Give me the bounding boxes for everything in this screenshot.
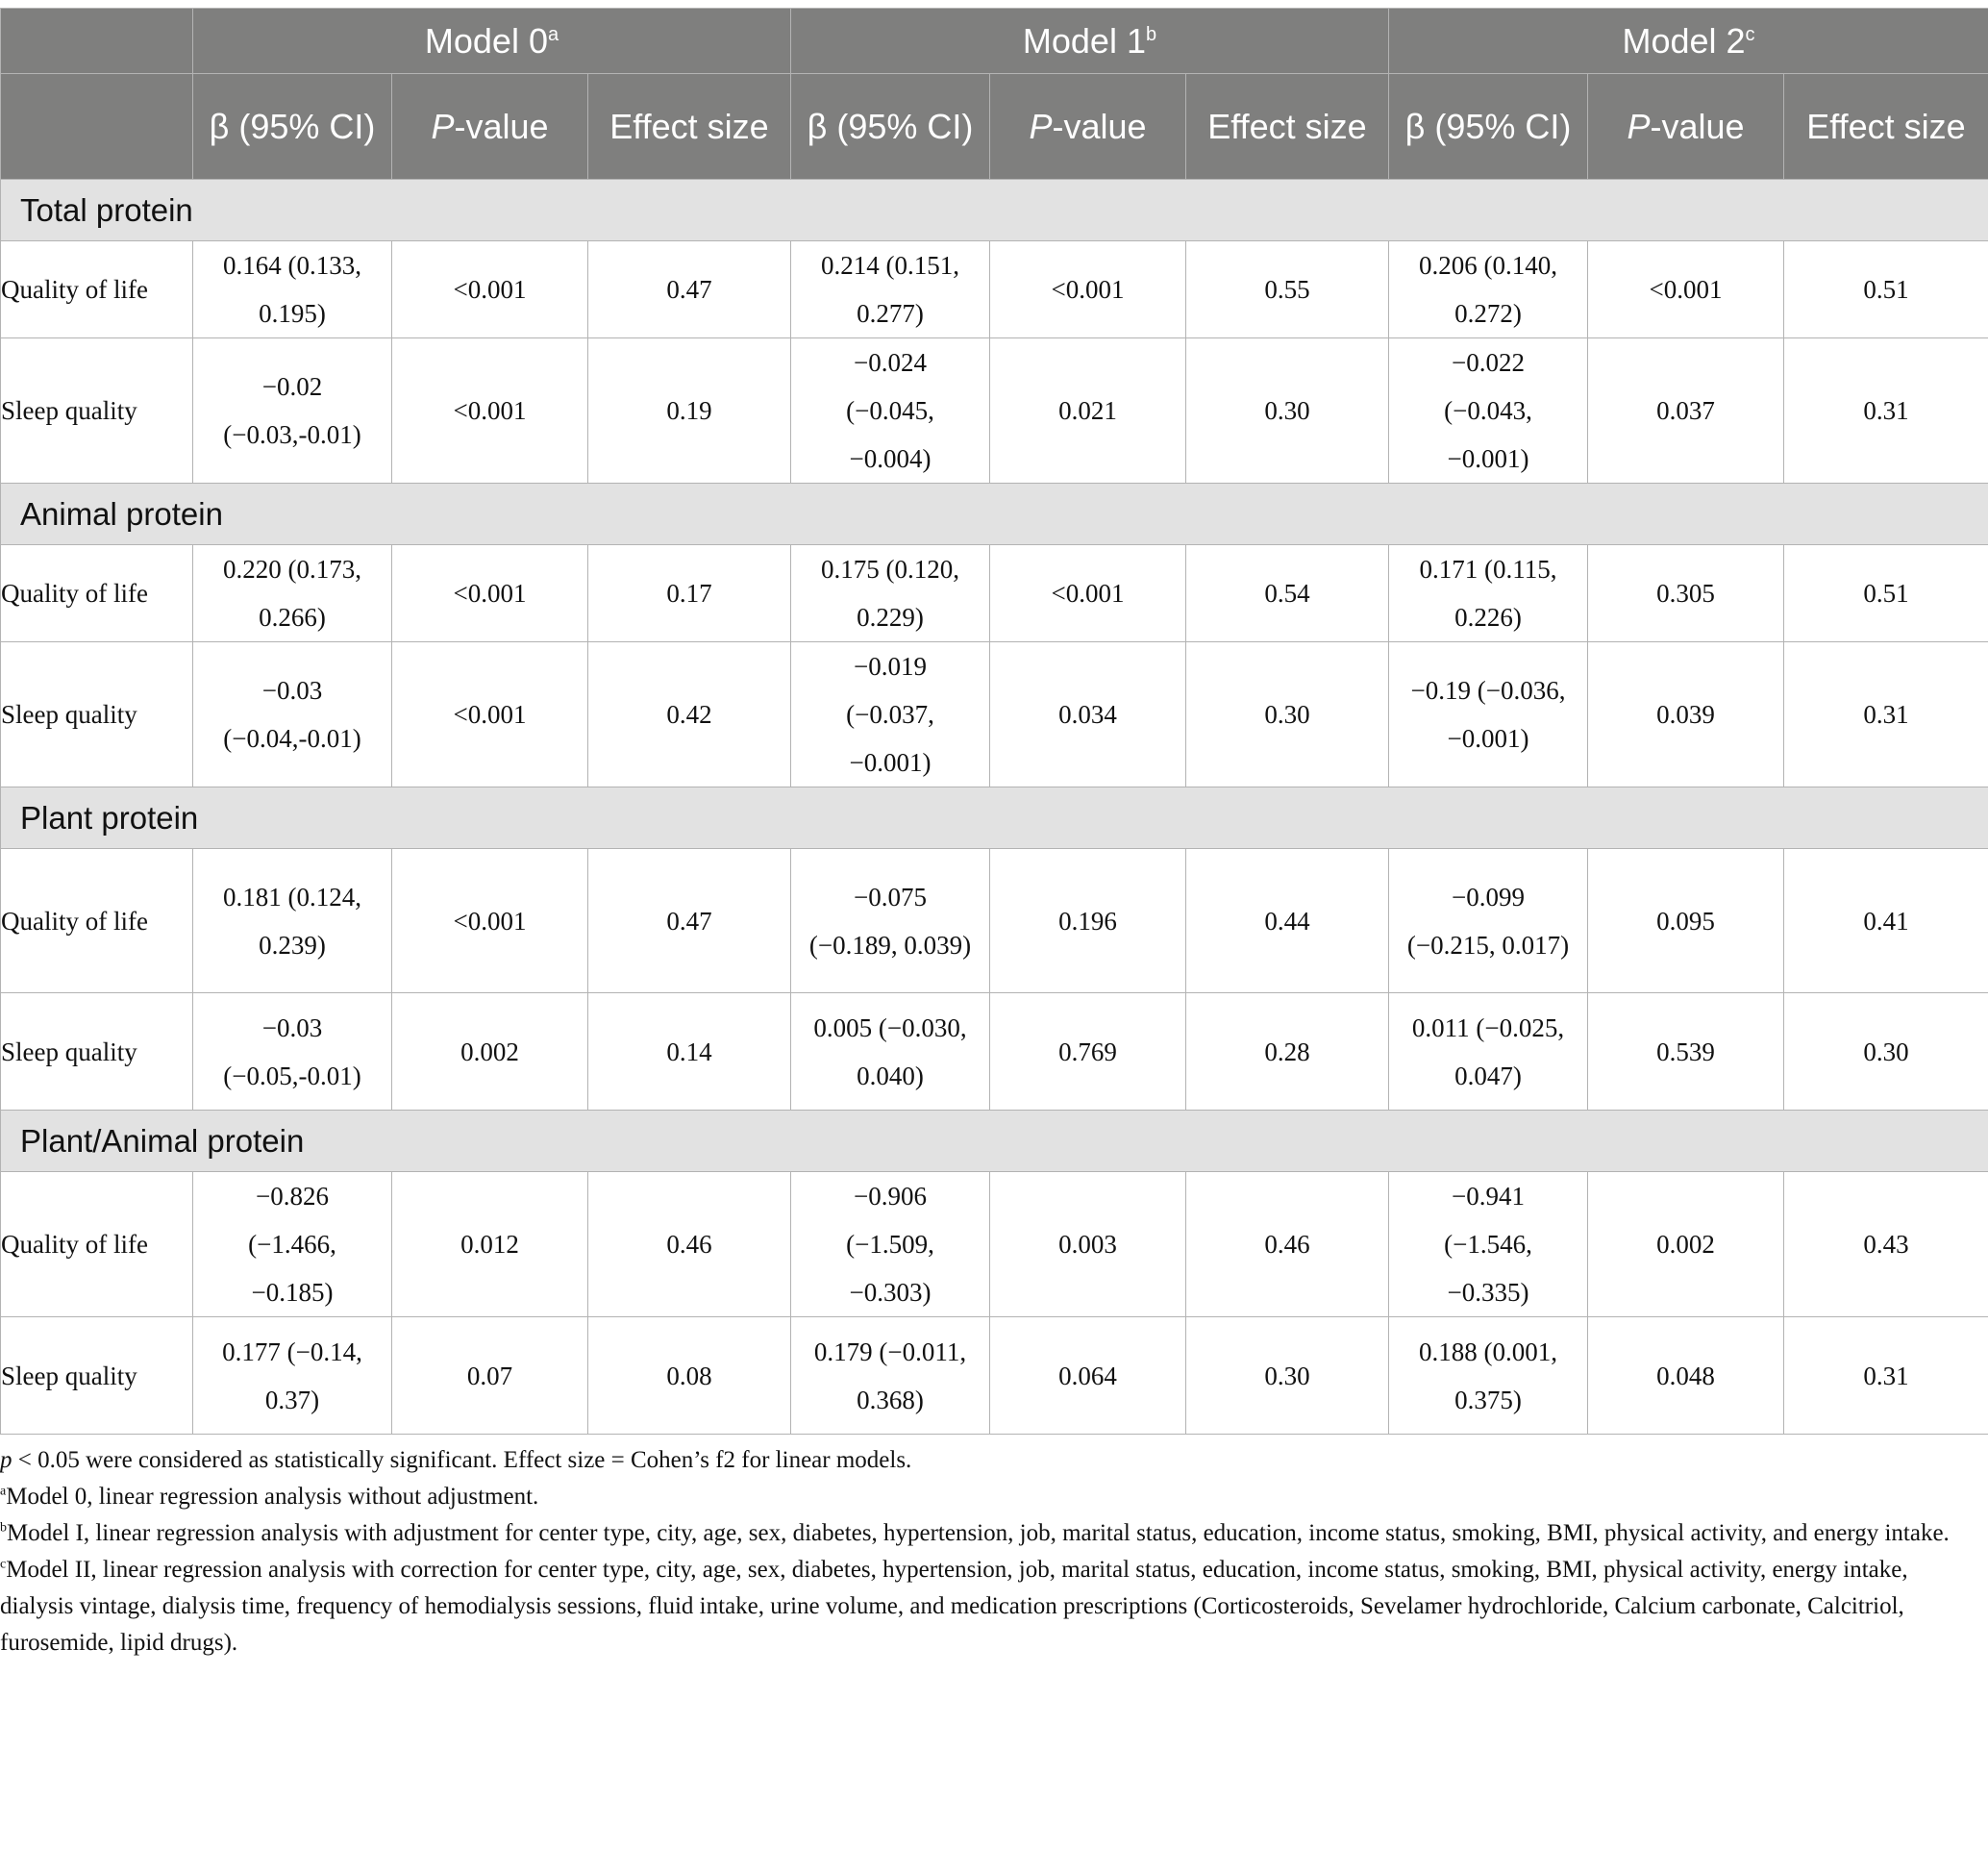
beta-ci-cell: −0.03 (−0.05,-0.01)	[193, 993, 392, 1111]
table-row	[1, 241, 1988, 338]
beta-ci-cell: −0.03 (−0.04,-0.01)	[193, 642, 392, 787]
section-row	[1, 787, 1988, 849]
beta-ci-cell: 0.175 (0.120, 0.229)	[791, 545, 990, 642]
table-body	[1, 180, 1988, 1435]
footnote-b: $^b$Model I, linear regression analysis with adjustment for center type, city, age, sex, diabetes, hypertension, job, marital status, education, income status, smoking, BMI, physical activity, and energy intake.	[0, 1520, 1950, 1546]
effect-size-cell: 0.44	[1186, 849, 1389, 993]
effect-size-cell: 0.14	[588, 993, 791, 1111]
beta-ci-cell: 0.206 (0.140, 0.272)	[1389, 241, 1588, 338]
effect-size-cell: 0.46	[1186, 1172, 1389, 1317]
p-value-cell: 0.002	[392, 993, 588, 1111]
table-row	[1, 545, 1988, 642]
section-row	[1, 180, 1988, 241]
effect-size-cell: 0.08	[588, 1317, 791, 1435]
p-value-cell: 0.012	[392, 1172, 588, 1317]
section-title: Animal protein	[1, 484, 1988, 545]
effect-size-cell: 0.28	[1186, 993, 1389, 1111]
beta-ci-header: β (95% CI)	[193, 74, 392, 180]
table-row	[1, 338, 1988, 484]
beta-ci-cell: 0.005 (−0.030, 0.040)	[791, 993, 990, 1111]
effect-size-header: Effect size	[1186, 74, 1389, 180]
p-value-cell: <0.001	[392, 849, 588, 993]
p-value-cell: 0.034	[990, 642, 1186, 787]
effect-size-cell: 0.51	[1784, 545, 1988, 642]
p-value-cell: <0.001	[392, 642, 588, 787]
table-row	[1, 849, 1988, 993]
row-label: Sleep quality	[1, 338, 193, 484]
beta-ci-cell: −0.941 (−1.546, −0.335)	[1389, 1172, 1588, 1317]
effect-size-cell: 0.47	[588, 849, 791, 993]
footnote-significance: p < 0.05 were considered as statistically significant. Effect size = Cohen’s f2 for linear models.	[0, 1447, 912, 1473]
footnote-c: $^c$Model II, linear regression analysis with correction for center type, city, age, sex, diabetes, hypertension, job, marital status, education, income status, smoking, BMI, physical activity, energy intake, dialysis vintage, dialysis time, frequency of hemodialysis sessions, fluid intake, urine volume, and medication prescriptions (Corticosteroids, Sevelamer hydrochloride, Calcium carbonate, Calcitriol, furosemide, lipid drugs).	[0, 1557, 1908, 1656]
table-row	[1, 642, 1988, 787]
p-value-cell: 0.196	[990, 849, 1186, 993]
p-value-cell: 0.039	[1588, 642, 1784, 787]
beta-ci-cell: −0.099 (−0.215, 0.017)	[1389, 849, 1588, 993]
table-row	[1, 1172, 1988, 1317]
effect-size-cell: 0.30	[1186, 642, 1389, 787]
effect-size-cell: 0.30	[1186, 338, 1389, 484]
table-row	[1, 1317, 1988, 1435]
beta-ci-cell: 0.220 (0.173, 0.266)	[193, 545, 392, 642]
footnote-a: $^a$Model 0, linear regression analysis without adjustment.	[0, 1484, 539, 1510]
section-title: Plant/Animal protein	[1, 1111, 1988, 1172]
section-row	[1, 1111, 1988, 1172]
effect-size-cell: 0.46	[588, 1172, 791, 1317]
table-row	[1, 993, 1988, 1111]
p-value-header: P-value	[392, 74, 588, 180]
effect-size-cell: 0.51	[1784, 241, 1988, 338]
beta-ci-header: β (95% CI)	[1389, 74, 1588, 180]
p-value-header: P-value	[990, 74, 1186, 180]
p-value-cell: <0.001	[1588, 241, 1784, 338]
effect-size-cell: 0.43	[1784, 1172, 1988, 1317]
effect-size-cell: 0.42	[588, 642, 791, 787]
beta-ci-cell: 0.179 (−0.011, 0.368)	[791, 1317, 990, 1435]
p-value-cell: 0.305	[1588, 545, 1784, 642]
p-value-cell: <0.001	[990, 545, 1186, 642]
beta-ci-cell: −0.906 (−1.509, −0.303)	[791, 1172, 990, 1317]
beta-ci-cell: −0.826 (−1.466, −0.185)	[193, 1172, 392, 1317]
p-value-cell: 0.064	[990, 1317, 1186, 1435]
section-row	[1, 484, 1988, 545]
column-header-row	[1, 74, 1988, 180]
effect-size-header: Effect size	[588, 74, 791, 180]
model-header-row	[1, 9, 1988, 74]
row-label: Quality of life	[1, 545, 193, 642]
p-value-cell: 0.539	[1588, 993, 1784, 1111]
beta-ci-cell: −0.02 (−0.03,-0.01)	[193, 338, 392, 484]
effect-size-cell: 0.31	[1784, 1317, 1988, 1435]
row-label: Quality of life	[1, 1172, 193, 1317]
effect-size-cell: 0.47	[588, 241, 791, 338]
row-label: Sleep quality	[1, 993, 193, 1111]
beta-ci-cell: 0.177 (−0.14, 0.37)	[193, 1317, 392, 1435]
effect-size-cell: 0.30	[1186, 1317, 1389, 1435]
beta-ci-cell: −0.022 (−0.043, −0.001)	[1389, 338, 1588, 484]
effect-size-cell: 0.31	[1784, 642, 1988, 787]
p-value-cell: 0.037	[1588, 338, 1784, 484]
model-0-header: Model 0$^a$	[193, 9, 791, 74]
effect-size-cell: 0.17	[588, 545, 791, 642]
p-value-cell: 0.048	[1588, 1317, 1784, 1435]
effect-size-cell: 0.30	[1784, 993, 1988, 1111]
row-label: Sleep quality	[1, 642, 193, 787]
beta-ci-cell: 0.214 (0.151, 0.277)	[791, 241, 990, 338]
section-title: Total protein	[1, 180, 1988, 241]
beta-ci-cell: 0.188 (0.001, 0.375)	[1389, 1317, 1588, 1435]
p-value-cell: 0.769	[990, 993, 1186, 1111]
p-value-cell: 0.07	[392, 1317, 588, 1435]
beta-ci-cell: 0.011 (−0.025, 0.047)	[1389, 993, 1588, 1111]
model-1-header: Model 1$^b$	[791, 9, 1389, 74]
p-value-cell: 0.002	[1588, 1172, 1784, 1317]
effect-size-cell: 0.19	[588, 338, 791, 484]
p-value-cell: <0.001	[392, 241, 588, 338]
beta-ci-cell: 0.181 (0.124, 0.239)	[193, 849, 392, 993]
corner-header-2	[1, 74, 193, 180]
table-container	[0, 8, 1988, 1662]
model-2-header: Model 2$^c$	[1389, 9, 1988, 74]
beta-ci-header: β (95% CI)	[791, 74, 990, 180]
p-value-cell: <0.001	[990, 241, 1186, 338]
effect-size-header: Effect size	[1784, 74, 1988, 180]
beta-ci-cell: −0.019 (−0.037, −0.001)	[791, 642, 990, 787]
p-value-cell: 0.003	[990, 1172, 1186, 1317]
row-label: Sleep quality	[1, 1317, 193, 1435]
p-value-cell: <0.001	[392, 338, 588, 484]
effect-size-cell: 0.54	[1186, 545, 1389, 642]
beta-ci-cell: 0.164 (0.133, 0.195)	[193, 241, 392, 338]
p-value-cell: <0.001	[392, 545, 588, 642]
effect-size-cell: 0.31	[1784, 338, 1988, 484]
p-value-cell: 0.095	[1588, 849, 1784, 993]
section-title: Plant protein	[1, 787, 1988, 849]
regression-table	[0, 8, 1988, 1435]
beta-ci-cell: −0.024 (−0.045, −0.004)	[791, 338, 990, 484]
footnotes	[0, 1435, 1988, 1662]
p-value-cell: 0.021	[990, 338, 1186, 484]
corner-header	[1, 9, 193, 74]
effect-size-cell: 0.55	[1186, 241, 1389, 338]
row-label: Quality of life	[1, 241, 193, 338]
p-value-header: P-value	[1588, 74, 1784, 180]
beta-ci-cell: −0.19 (−0.036, −0.001)	[1389, 642, 1588, 787]
row-label: Quality of life	[1, 849, 193, 993]
beta-ci-cell: 0.171 (0.115, 0.226)	[1389, 545, 1588, 642]
effect-size-cell: 0.41	[1784, 849, 1988, 993]
beta-ci-cell: −0.075 (−0.189, 0.039)	[791, 849, 990, 993]
